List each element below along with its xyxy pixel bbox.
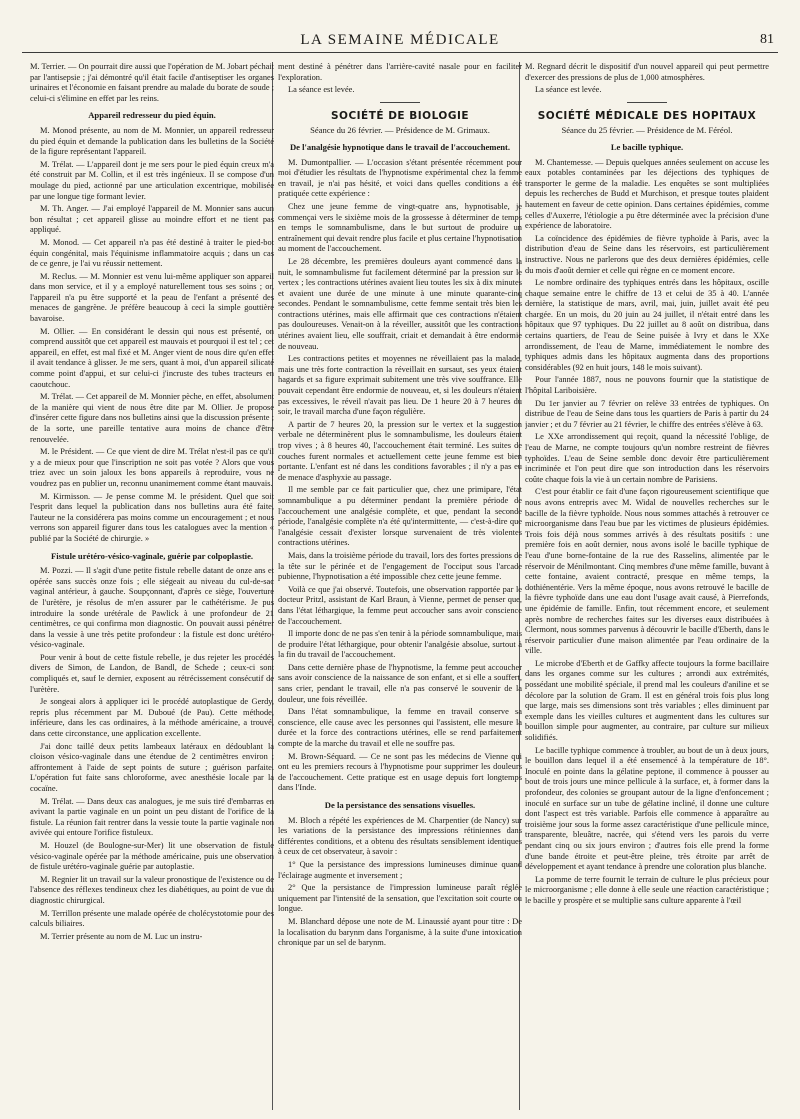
paragraph: J'ai donc taillé deux petits lambeaux latéraux en dédoublant la cloison vésico-vaginale dans une étendue de 2 centimètres environ ; affrontement à l'aide de sept points de suture ; guérison parfaite. L'opération fut faite sans chloroforme, avec anesthésie locale par la cocaïne. [30, 741, 274, 793]
column-middle [278, 62, 522, 1112]
section-heading: SOCIÉTÉ MÉDICALE DES HOPITAUX [537, 109, 757, 122]
paragraph: La séance est levée. [288, 85, 355, 95]
paragraph: M. Terrillon présente une malade opérée de cholécystotomie pour des calculs biliaires. [30, 908, 274, 929]
paragraph: Le XXe arrondissement qui reçoit, quand la nécessité l'oblige, de l'eau de Marne, ne compte toujours qu'un nombre restreint de fièvres typhoïdes. L'eau de Seine semble donc devoir être particulièrement incriminée et l'on peut dire que son introduction dans les réservoirs coûte chaque fois la vie à un certain nombre de Parisiens. [525, 432, 769, 484]
paragraph: M. le Président. — Ce que vient de dire M. Trélat n'est-il pas ce qu'il y a de mieux pour que l'inscription ne soit pas votée ? Alors que vous triez avec un soin jaloux les bons appareils à reproduire, vous ne voudrez pas en publier un, reconnu unanimement comme étant mauvais. [30, 447, 274, 488]
paragraph: M. Blanchard dépose une note de M. Linaussié ayant pour titre : De la localisation du barynm dans l'organisme, à la suite d'une intoxication chronique par un sel de barynm. [278, 916, 522, 948]
paragraph: M. Monod présente, au nom de M. Monnier, un appareil redresseur du pied équin et demande la publication dans les bulletins de la Société de la figure représentant l'appareil. [30, 125, 274, 157]
paragraph: M. Terrier présente au nom de M. Luc un instru- [40, 931, 203, 941]
session-line: Séance du 26 février. — Présidence de M. Grimaux. [310, 125, 490, 136]
paragraph: Le 28 décembre, les premières douleurs ayant commencé dans la nuit, le somnambulisme fut facilement déterminé par la pression sur le vertex ; les contractions utérines avaient lieu toutes les six à dix minutes et avaient une durée de une minute à une minute quarante-cinq secondes. Pendant le somnambulisme, cette femme sentait très bien les contractions utérines, mais elle affirmait que ces contractions n'étaient pas douloureuses. Venait-on à la réveiller, aussitôt que les contractions utérines avaient lieu, elle souffrait, criait et demandait à être endormie de nouveau. [278, 256, 522, 351]
paragraph: M. Th. Anger. — J'ai employé l'appareil de M. Monnier sans aucun bon résultat ; cet appareil glisse au moindre effort et ne tient pas appliqué. [30, 204, 274, 235]
paragraph: M. Bloch a répété les expériences de M. Charpentier (de Nancy) sur les variations de la persistance des impressions rétiniennes dans différentes conditions, et a obtenu des résultats sensiblement identiques à ceux de cet observateur, à savoir : [278, 815, 522, 857]
paragraph: Le nombre ordinaire des typhiques entrés dans les hôpitaux, oscille chaque semaine entre le chiffre de 13 et celui de 35 à 40. L'année dernière, la statistique de mars, avril, mai, juin, juillet avait été peu chargée. En un mois, du 20 juin au 24 juillet, il n'était entré dans les hôpitaux que 97 typhiques. Du 22 juillet au 8 août on distribua, dans certains quartiers, de l'eau de Seine puisée à Ivry et dans le XXe arrondissement, de l'eau de Marne, immédiatement le nombre des typhiques admis dans les hôpitaux augmenta dans des proportions considérables (92 en huit jours, 148 le mois suivant). [525, 278, 769, 372]
subsection-heading: De l'analgésie hypnotique dans le travail de l'accouchement. [289, 141, 511, 152]
paragraph: M. Dumontpallier. — L'occasion s'étant présentée récemment pour moi d'étudier les résultats de l'hypnotisme expérimental chez la femme en travail, je n'ai pas hésité, et voici dans quelles conditions a été pratiquée cette expérience : [278, 157, 522, 199]
paragraph: M. Houzel (de Boulogne-sur-Mer) lit une observation de fistule vésico-vaginale opérée par la méthode américaine, puis une observation de fistule urétéro-vaginale guérie par autoplastie. [30, 840, 274, 872]
paragraph: M. Terrier. — On pourrait dire aussi que l'opération de M. Jobart péchait par l'antisepsie ; j'ai démontré qu'il était facile d'antiseptiser les organes urinaires et l'économie en faisant prendre au malade du borate de soude ; celui-ci s'élimine en effet par les reins. [30, 62, 274, 103]
paragraph: Chez une jeune femme de vingt-quatre ans, hypnotisable, je commençai vers le sixième mois de la grossesse à déterminer de temps en temps le somnambulisme, dans le but surtout de produire un entraînement qui devait rendre plus facile et plus certaine l'hypnotisation au moment de l'accouchement. [278, 201, 522, 254]
paragraph: Il importe donc de ne pas s'en tenir à la période somnambulique, mais de produire l'état léthargique, pour obtenir l'analgésie absolue, surtout à la fin du travail de l'accouchement. [278, 629, 522, 660]
paragraph: Pour venir à bout de cette fistule rebelle, je dus rejeter les procédés divers de Simon, de Landon, de Bandl, de Schede ; ceux-ci sont compliqués et, sauf le dernier, exposent au rétrécissement consécutif de l'urètère. [30, 652, 274, 694]
separator [380, 102, 420, 103]
paragraph: Dans l'état somnambulique, la femme en travail conserve sa conscience, elle cause avec les personnes qui l'assistent, elle mesure la durée et la force des contractions utérines, elle se rend parfaitement compte de la marche du travail et elle ne souffre pas. [278, 707, 522, 749]
section-heading: SOCIÉTÉ DE BIOLOGIE [330, 109, 470, 122]
paragraph: La séance est levée. [535, 85, 602, 95]
paragraph: Mais, dans la troisième période du travail, lors des fortes pressions de la tête sur le périnée et de l'engagement de l'occiput sous l'arcade pubienne, l'hypnotisation a été impossible chez cette jeune femme. [278, 550, 522, 582]
paragraph: Voilà ce que j'ai observé. Toutefois, une observation rapportée par le docteur Pritzl, assistant de Karl Braun, à Vienne, permet de penser que, dans l'état léthargique, la femme peut accoucher sans avoir conscience de l'accouchement. [278, 584, 522, 626]
paragraph: M. Pozzi. — Il s'agit d'une petite fistule rebelle datant de onze ans et opérée sans succès onze fois ; elle siégeait au niveau du cul-de-sac vaginal antérieur, à gauche. Soupçonnant, d'après ce siège, l'ouverture de l'urètère, je résolus de m'en assurer par le cathétérisme. Je pus introduire la sonde urétérale de Pawlick à une profondeur de 21 centimètres, ce qui confirma mon diagnostic. On pouvait aussi pénétrer dans la vessie à une très petite profondeur : la fistule est donc urétéro-vésico-vaginale. [30, 566, 274, 650]
paragraph: Les contractions petites et moyennes ne réveillaient pas la malade, mais une très forte contraction la réveillait en sursaut, ses yeux étaient hagards et sa figure exprimait subitement une très vive souffrance. Elle pouvait cependant être endormie de nouveau, et, si les douleurs n'étaient pas excessives, le réveil n'avait pas lieu. De 1 heure 20 à 7 heures du soir, le travail marcha d'une façon régulière. [278, 354, 522, 417]
page-header [22, 30, 778, 53]
page-number: 81 [760, 32, 774, 47]
paragraph: M. Regnard décrit le dispositif d'un nouvel appareil qui peut permettre d'exercer des pressions de plus de 1,000 atmosphères. [525, 62, 769, 82]
subsection-heading: De la persistance des sensations visuelles. [324, 800, 476, 810]
paragraph: Du 1er janvier au 7 février on relève 33 entrées de typhiques. On distribue de l'eau de Seine dans tous les quartiers de Paris à partir du 24 janvier ; et du 7 février au 21 février, le chiffre des entrées s'élève à 63. [525, 398, 769, 429]
paragraph: Le microbe d'Eberth et de Gaffky affecte toujours la forme bacillaire dans les organes comme sur les cultures ; arrondi aux extrémités, possédant une mobilité spéciale, il prend mal les couleurs d'aniline et se décolore par la solution de Gram. Il est en général trois fois plus long que large, mais ses dimensions sont très variables ; elles diminuent par exemple dans les vieilles cultures et augmentent dans les cultures sur bouillon simple pour augmenter, au contraire, par culture sur milieux solidifiés. [525, 658, 769, 743]
subsection-heading: Le bacille typhique. [610, 141, 684, 152]
paragraph: ment destiné à pénétrer dans l'arrière-cavité nasale pour en faciliter l'exploration. [278, 62, 522, 82]
paragraph: M. Trélat. — L'appareil dont je me sers pour le pied équin creux m'a été construit par M. Collin, et il est très ingénieux. Il se compose d'un moulage du pied, actionné par une articulation excentrique, mobilisée par une longue tige formant levier. [30, 159, 274, 201]
paragraph: M. Ollier. — En considérant le dessin qui nous est présenté, on comprend aussitôt que cet appareil est mauvais et pourquoi il est tel ; cet appareil, en effet, est mal fixé et M. Anger vient de nous dire qu'en effet il avait tendance à glisser. Je me sers, quant à moi, d'un appareil silicaté comme point d'appui, et sur celui-ci j'incruste des tubes tracteurs en caoutchouc. [30, 326, 274, 389]
column-left [30, 62, 274, 1112]
subsection-heading: Appareil redresseur du pied équin. [88, 110, 216, 121]
paragraph: Dans cette dernière phase de l'hypnotisme, la femme peut accoucher sans avoir conscience de la naissance de son enfant, et si elle a souffert, sans crier, pendant le travail, elle n'a pas conservé le souvenir de la douleur, une fois réveillée. [278, 662, 522, 704]
separator [627, 102, 667, 103]
paragraph: M. Regnier lit un travail sur la valeur pronostique de l'existence ou de l'absence des réflexes tendineux chez les diabétiques, au point de vue du diagnostic chirurgical. [30, 874, 274, 905]
paragraph: Il me semble par ce fait particulier que, chez une primipare, l'état somnambulique a pu déterminer pendant la première période de l'accouchement une analgésie complète, et que, pendant la seconde période, l'analgésie complète n'a été qu'intermittente, — c'est-à-dire que l'analgésie cessait d'exister lorsque survenaient de très violentes contractions utérines. [278, 485, 522, 548]
paragraph: M. Trélat. — Cet appareil de M. Monnier pèche, en effet, absolument de la manière qui vient de nous être dite par M. Ollier. Je propose d'insérer cette figure dans nos bulletins ainsi que la discussion présente ; de la sorte, une pareille tentative aura moins de chance d'être renouvelée. [30, 392, 274, 444]
journal-title: LA SEMAINE MÉDICALE [300, 32, 500, 48]
paragraph: M. Chantemesse. — Depuis quelques années seulement on accuse les eaux potables contaminées par les déjections des typhiques de transporter le germe de la maladie. Les enquêtes se sont multipliées depuis les recherches de Budd et Murchison, et presque toutes plaident hautement en faveur de cette opinion. Dans certaines épidémies, comme celles d'Auxerre, l'étiologie a pu être déterminée avec la précision d'une expérience de laboratoire. [525, 157, 769, 231]
column-right [525, 62, 769, 1112]
session-line: Séance du 25 février. — Présidence de M. Féréol. [561, 125, 733, 136]
paragraph: Le bacille typhique commence à troubler, au bout de un à deux jours, le bouillon dans lequel il a été ensemencé à la température de 18°. Inoculé en pointe dans la gélatine peptone, il commence à pousser au bout de trois jours une mince pellicule à la surface, et, à former dans la profondeur, des colonies se groupant autour de la ligne d'enfoncement ; inoculé en surface sur un tube de gélatine incliné, il donne une culture dont l'aspect est très variable. Parfois elle commence à apparaître au troisième jour sous la forme assez caractéristique d'une pellicule mince, transparente, bleuâtre, nacrée, qui s'étend vers les parois du verre pendant cinq ou six jours environ ; d'autres fois elle prend la forme d'une bande étroite et peut-être pleine, très étroite par arrêt de développement et ayant tendance à prendre une coloration plus blanche. [525, 745, 769, 872]
paragraph: Pour l'année 1887, nous ne pouvons fournir que la statistique de l'hôpital Lariboisière. [525, 375, 769, 396]
paragraph: M. Reclus. — M. Monnier est venu lui-même appliquer son appareil dans mon service, et il y a employé naturellement tous ses soins ; or, l'appareil n'a pu être supporté et la peau de l'enfant a présenté des menaces de gangrène. Je préfère beaucoup à ceci la simple gouttière bavaroise. [30, 271, 274, 324]
paragraph: 2° Que la persistance de l'impression lumineuse paraît réglée uniquement par l'intensité de la sensation, que l'excitation soit courte ou longue. [278, 883, 522, 914]
subsection-heading: Fistule urétéro-vésico-vaginale, guérie par colpoplastie. [50, 550, 254, 561]
paragraph: A partir de 7 heures 20, la pression sur le vertex et la suggestion verbale ne déterminèrent plus le somnambulisme, les douleurs étaient trop vives ; à 8 heures 40, l'accouchement était terminé. Les suites de couches furent normales et actuellement cette jeune femme est bien portante. L'enfant est né dans les conditions favorables ; il n'y a pas eu de menace d'asphyxie au passage. [278, 419, 522, 482]
paragraph: C'est pour établir ce fait d'une façon rigoureusement scientifique que nous avons entrepris avec M. Widal de nouvelles recherches sur le bacille de la fièvre typhoïde. Nous nous sommes attachés à retrouver ce microorganisme dans l'eau bue par les victimes de plusieurs épidémies. Trois fois déjà nous sommes arrivés à des résultats positifs : une première fois en août dernier, nous avons isolé le bacille typhique de l'eau d'une borne-fontaine de la rue des Rasselins, alimentée par le réservoir de Ménilmontant. Cinq membres d'une même famille, buvant à cette fontaine, avaient contracté, presque en même temps, la dothiénentérie. Vers la même époque, nous avons retrouvé le bacille de la fièvre typhoïde dans une eau dont l'usage avait causé, à Pierrefonds, une épidémie de famille. Enfin, tout récemment encore, et seulement après nombre de recherches faites sur les diverses eaux distribuées à Clermont, nous sommes parvenus à découvrir le bacille d'Eberth, dans le réservoir particulier d'une maison alimentée par l'eau ordinaire de la ville. [525, 487, 769, 656]
paragraph: M. Trélat. — Dans deux cas analogues, je me suis tiré d'embarras en avivant la partie vaginale en un point un peu distant de l'orifice de la fistule. La réunion fait rentrer dans la vessie toute la partie vaginale non avivée qui entoure l'orifice fistuleux. [30, 796, 274, 838]
paragraph: La pomme de terre fournit le terrain de culture le plus précieux pour le microorganisme ; elle donne à elle seule une réaction caractéristique ; le bacille y prospère et se multiplie sans culture apparente à l'œil [525, 874, 769, 905]
paragraph: 1° Que la persistance des impressions lumineuses diminue quand l'éclairage augmente et inversement ; [278, 859, 522, 880]
paragraph: M. Monod. — Cet appareil n'a pas été destiné à traiter le pied-bot équin congénital, mais l'équinisme inflammatoire acquis ; dans un cas de ce genre, je l'ai vu réussir nettement. [30, 237, 274, 269]
paragraph: M. Brown-Séquard. — Ce ne sont pas les médecins de Vienne qui ont eu les premiers recours à l'hypnotisme pour supprimer les douleurs de l'accouchement. Cette pratique est en usage depuis fort longtemps dans l'Inde. [278, 751, 522, 793]
paragraph: Je songeai alors à appliquer ici le procédé autoplastique de Gerdy, repris plus récemment par M. Duboué (de Pau). Cette méthode, inférieure, dans les cas ordinaires, à la méthode américaine, a trouvé, dans cette circonstance, une application excellente. [30, 697, 274, 739]
paragraph: La coïncidence des épidémies de fièvre typhoïde à Paris, avec la distribution d'eau de Seine dans les réservoirs, est particulièrement instructive. Nous ne parlerons que des deux dernières épidémies, celle du mois d'août dernier et celle qui règne en ce moment encore. [525, 233, 769, 275]
paragraph: M. Kirmisson. — Je pense comme M. le président. Quel que soit l'esprit dans lequel la publication dans nos bulletins aura été faite, l'auteur ne la considérera pas moins comme un encouragement ; et nous verrons son appareil figurer dans tous les catalogues avec la mention « publié par la Société de chirurgie. » [30, 491, 274, 543]
